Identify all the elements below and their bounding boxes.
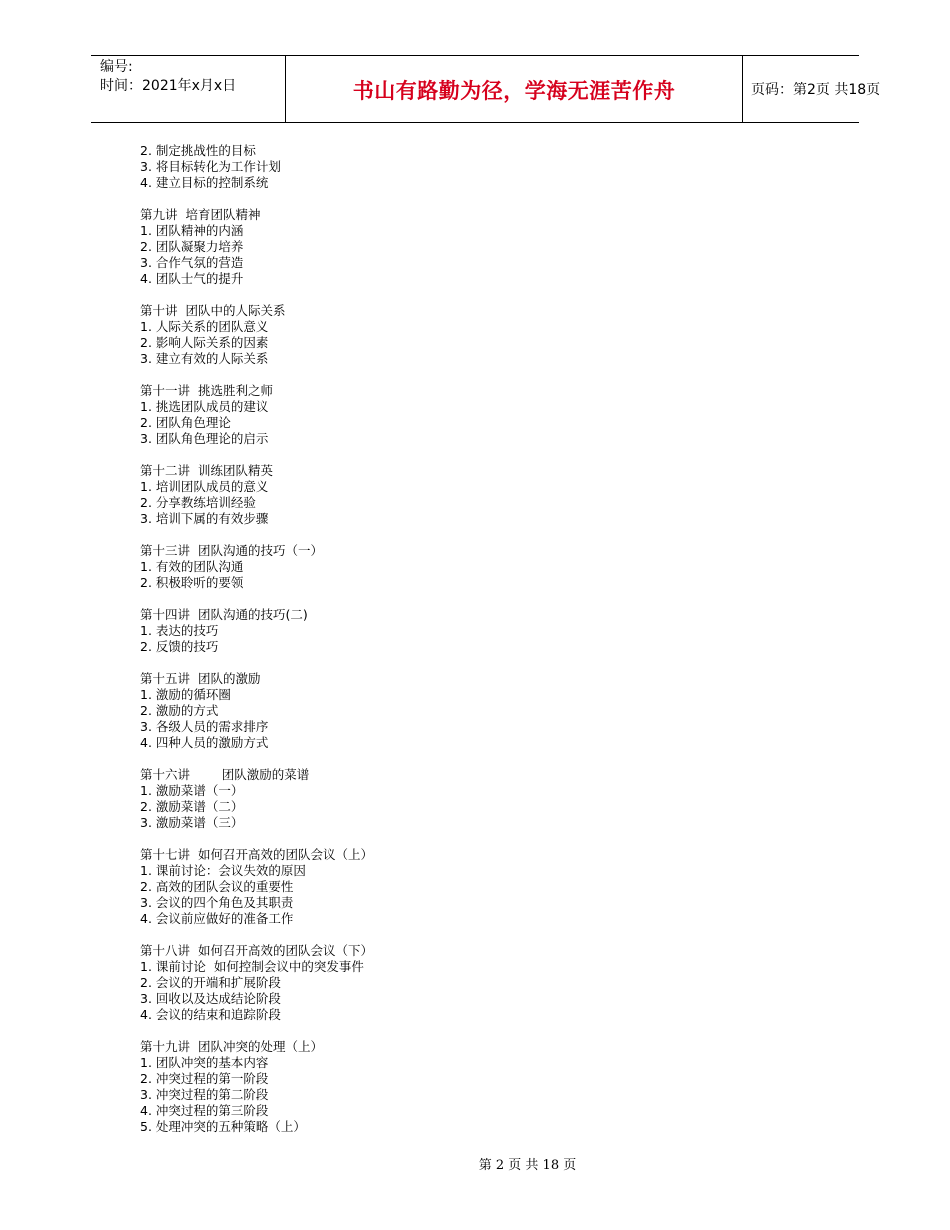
lecture-heading: 第十讲 团队中的人际关系 [140,303,286,318]
list-item: 4. 团队士气的提升 [140,271,244,286]
blank-line [140,447,740,463]
list-item: 2. 影响人际关系的因素 [140,335,269,350]
list-item: 5. 处理冲突的五种策略（上） [140,1119,306,1134]
blank-line [140,927,740,943]
list-item: 1. 挑选团队成员的建议 [140,399,269,414]
blank-line [140,655,740,671]
page-header [91,55,881,123]
blank-line [140,1023,740,1039]
list-item: 2. 分享教练培训经验 [140,495,256,510]
list-item: 4. 会议的结束和追踪阶段 [140,1007,281,1022]
list-item: 3. 各级人员的需求排序 [140,719,269,734]
list-item: 3. 回收以及达成结论阶段 [140,991,281,1006]
blank-line [140,287,740,303]
list-item: 3. 激励菜谱（三） [140,815,244,830]
list-item: 4. 四种人员的激励方式 [140,735,269,750]
lecture-heading: 第十六讲 团队激励的菜谱 [140,767,310,782]
header-motto: 书山有路勤为径，学海无涯苦作舟 [352,79,676,103]
document-code-label: 编号: [100,59,133,75]
lecture-heading: 第十三讲 团队沟通的技巧（一） [140,543,323,558]
header-motto-cell [285,56,743,122]
list-item: 1. 激励菜谱（一） [140,783,244,798]
list-item: 4. 建立目标的控制系统 [140,175,269,190]
list-item: 1. 团队精神的内涵 [140,223,244,238]
list-item: 2. 高效的团队会议的重要性 [140,879,294,894]
list-item: 3. 培训下属的有效步骤 [140,511,269,526]
lecture-heading: 第十四讲 团队沟通的技巧(二) [140,607,308,622]
list-item: 2. 激励菜谱（二） [140,799,244,814]
lecture-heading: 第十一讲 挑选胜利之师 [140,383,273,398]
list-item: 3. 合作气氛的营造 [140,255,244,270]
list-item: 1. 激励的循环圈 [140,687,231,702]
list-item: 3. 将目标转化为工作计划 [140,159,281,174]
lecture-heading: 第十八讲 如何召开高效的团队会议（下） [140,943,373,958]
list-item: 2. 冲突过程的第一阶段 [140,1071,269,1086]
blank-line [140,751,740,767]
header-page-cell [742,56,881,122]
document-time-label: 时间：2021年x月x日 [100,78,237,94]
list-item: 1. 有效的团队沟通 [140,559,244,574]
lecture-heading: 第十五讲 团队的激励 [140,671,261,686]
document-body [140,143,740,1135]
blank-line [140,527,740,543]
blank-line [140,367,740,383]
list-item: 1. 团队冲突的基本内容 [140,1055,269,1070]
lecture-heading: 第九讲 培育团队精神 [140,207,261,222]
list-item: 2. 制定挑战性的目标 [140,143,256,158]
blank-line [140,591,740,607]
list-item: 2. 反馈的技巧 [140,639,219,654]
list-item: 2. 团队凝聚力培养 [140,239,244,254]
list-item: 2. 激励的方式 [140,703,219,718]
list-item: 3. 冲突过程的第二阶段 [140,1087,269,1102]
list-item: 1. 培训团队成员的意义 [140,479,269,494]
list-item: 2. 团队角色理论 [140,415,231,430]
lecture-heading: 第十二讲 训练团队精英 [140,463,273,478]
list-item: 3. 建立有效的人际关系 [140,351,269,366]
lecture-heading: 第十七讲 如何召开高效的团队会议（上） [140,847,373,862]
lecture-heading: 第十九讲 团队冲突的处理（上） [140,1039,323,1054]
page-footer: 第 2 页 共 18 页 [478,1158,577,1173]
list-item: 2. 会议的开端和扩展阶段 [140,975,281,990]
header-page-number: 页码：第2页 共18页 [751,82,881,98]
list-item: 1. 课前讨论 如何控制会议中的突发事件 [140,959,364,974]
list-item: 4. 冲突过程的第三阶段 [140,1103,269,1118]
list-item: 1. 表达的技巧 [140,623,219,638]
list-item: 3. 团队角色理论的启示 [140,431,269,446]
blank-line [140,191,740,207]
list-item: 1. 课前讨论：会议失效的原因 [140,863,306,878]
blank-line [140,831,740,847]
list-item: 1. 人际关系的团队意义 [140,319,269,334]
header-meta-cell [91,56,285,122]
list-item: 2. 积极聆听的要领 [140,575,244,590]
list-item: 4. 会议前应做好的准备工作 [140,911,294,926]
list-item: 3. 会议的四个角色及其职责 [140,895,294,910]
